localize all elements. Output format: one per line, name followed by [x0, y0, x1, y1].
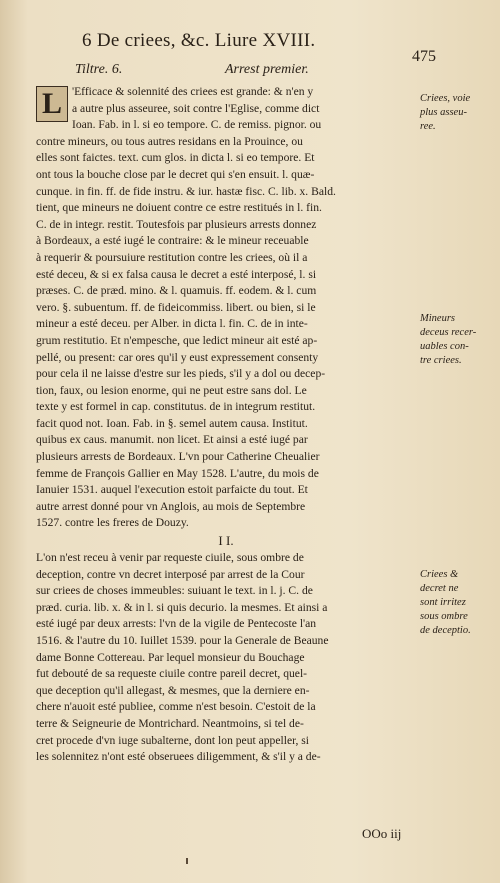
- text-line: autre arrest donné pour vn Anglois, au mois de Septembre: [36, 499, 306, 513]
- text-line: præses. C. de præd. mino. & l. quamuis. ff. eodem. & l. cum: [36, 284, 317, 298]
- margin-note-decret: [420, 568, 492, 638]
- text-line: contre mineurs, ou tous autres residans en la Prouince, ou: [36, 134, 303, 148]
- text-line: chere n'auoit esté publiee, comme n'est besoin. C'estoit de la: [36, 700, 316, 714]
- margin-note-mineurs: [420, 312, 492, 368]
- text-line: sur criees de choses immeubles: suiuant le text. in l. j. C. de: [36, 584, 313, 598]
- drop-cap: L: [36, 86, 68, 122]
- text-line: cret procede d'vn iuge subalterne, dont lon peut appeller, si: [36, 733, 310, 747]
- text-line: C. de in integr. restit. Toutesfois par plusieurs arrests donnez: [36, 217, 317, 231]
- text-line: tient, que mineurs ne doiuent contre ce estre restitués in l. fin.: [36, 201, 322, 215]
- margin-note-criees: [420, 92, 492, 134]
- text-line: femme de François Gallier en May 1528. L'autre, du mois de: [36, 466, 319, 480]
- text-line: tion, faux, ou lesion enorme, qui ne peut estre sans dol. Le: [36, 383, 307, 397]
- margin-line: sont irritez: [420, 597, 466, 608]
- margin-line: sous ombre: [420, 611, 468, 622]
- text-line: quibus ex caus. manumit. non licet. Et ainsi a esté iugé par: [36, 433, 308, 447]
- section-subhead: [75, 62, 415, 82]
- running-head: 6 De criees, &c. Liure XVIII.: [82, 30, 316, 51]
- text-line: deception, contre vn decret interposé par arrest de la Cour: [36, 567, 305, 581]
- text-line: les solennitez n'ont esté obseruees diligemment, & s'il y a de-: [36, 750, 321, 764]
- text-line: 'Efficace & solennité des criees est grande: & n'en y: [72, 85, 314, 98]
- margin-line: decret ne: [420, 583, 459, 594]
- text-line: esté iugé par deux arrests: l'vn de la vigile de Pentecoste l'an: [36, 617, 317, 631]
- section-number: I I.: [218, 533, 234, 549]
- text-line: 1516. & l'autre du 10. Iuillet 1539. pour la Generale de Beaune: [36, 634, 329, 647]
- margin-line: tre criees.: [420, 355, 462, 366]
- text-line: vero. §. subuentum. ff. de fideicommiss. libert. ou bien, si le: [36, 300, 316, 314]
- text-line: terre & Seigneurie de Montrichard. Neantmoins, si tel de-: [36, 716, 304, 730]
- page-number: 475: [412, 48, 436, 65]
- margin-line: Criees &: [420, 569, 459, 580]
- ink-speck: [186, 858, 188, 864]
- text-line: Ioan. Fab. in l. si eo tempore. C. de remiss. pignor. ou: [72, 118, 322, 132]
- margin-line: Criees, voie: [420, 93, 471, 104]
- title-label: Tiltre. 6.: [75, 62, 123, 77]
- margin-line: de deceptio.: [420, 625, 471, 636]
- text-line: fut debouté de sa requeste ciuile contre pareil decret, quel-: [36, 667, 308, 681]
- text-line: que deception qu'il allegast, & mesmes, que la derniere en-: [36, 683, 310, 697]
- page-header: [82, 30, 480, 65]
- margin-line: ree.: [420, 121, 436, 132]
- arrest-heading: Arrest premier.: [225, 62, 309, 77]
- text-line: facit quod not. Ioan. Fab. in §. semel autem causa. Institut.: [36, 416, 308, 430]
- text-line: texte y est formel in cap. constitutus. de in integrum restitut.: [36, 400, 316, 414]
- text-line: plusieurs arrests de Bordeaux. L'vn pour Catherine Cheualier: [36, 450, 320, 464]
- signature-mark: OOo iij: [362, 826, 402, 841]
- text-line: pellé, ou present: car ores qu'il y eust expressement consenty: [36, 350, 319, 364]
- text-line: dame Bonne Cottereau. Par lequel monsieur du Bouchage: [36, 650, 305, 664]
- text-line: grum restitutio. Et n'empesche, que ledict mineur ait esté ap-: [36, 333, 318, 347]
- text-line: a autre plus asseuree, soit contre l'Eglise, comme dict: [72, 101, 320, 115]
- text-line: à Bordeaux, a esté iugé le contraire: & le mineur receuable: [36, 234, 309, 248]
- margin-line: uables con-: [420, 341, 469, 352]
- section-two: [36, 550, 416, 766]
- margin-line: plus asseu-: [420, 107, 467, 118]
- text-line: pour cela il ne laisse d'estre sur les pieds, s'il y a dol ou decep-: [36, 367, 326, 381]
- text-line: præd. curia. lib. x. & in l. si quis decurio. la mesmes. Et ainsi a: [36, 600, 328, 614]
- margin-line: Mineurs: [420, 313, 455, 324]
- main-text-column: [36, 84, 416, 766]
- text-line: 1527. contre les freres de Douzy.: [36, 516, 189, 530]
- text-line: mineur a esté deceu. per Alber. in dicta l. fin. C. de in inte-: [36, 317, 308, 331]
- text-line: cunque. in fin. ff. de fide instru. & iur. hastæ fisc. C. lib. x. Bald.: [36, 184, 336, 198]
- text-line: elles sont faictes. text. cum glos. in dicta l. si eo tempore. Et: [36, 151, 315, 165]
- text-line: à requerir & poursuiure restitution contre les criees, où il a: [36, 250, 308, 264]
- text-line: ont tous la bouche close par le decret qui s'en ensuit. l. quæ-: [36, 167, 315, 181]
- section-one: [36, 84, 416, 532]
- text-line: Ianuier 1531. auquel l'execution estoit parfaicte du tout. Et: [36, 483, 308, 497]
- text-line: L'on n'est receu à venir par requeste ciuile, sous ombre de: [36, 551, 304, 565]
- margin-line: deceus recer-: [420, 327, 477, 338]
- text-line: esté deceu, & si ex falsa causa le decret a esté interposé, l. si: [36, 267, 317, 281]
